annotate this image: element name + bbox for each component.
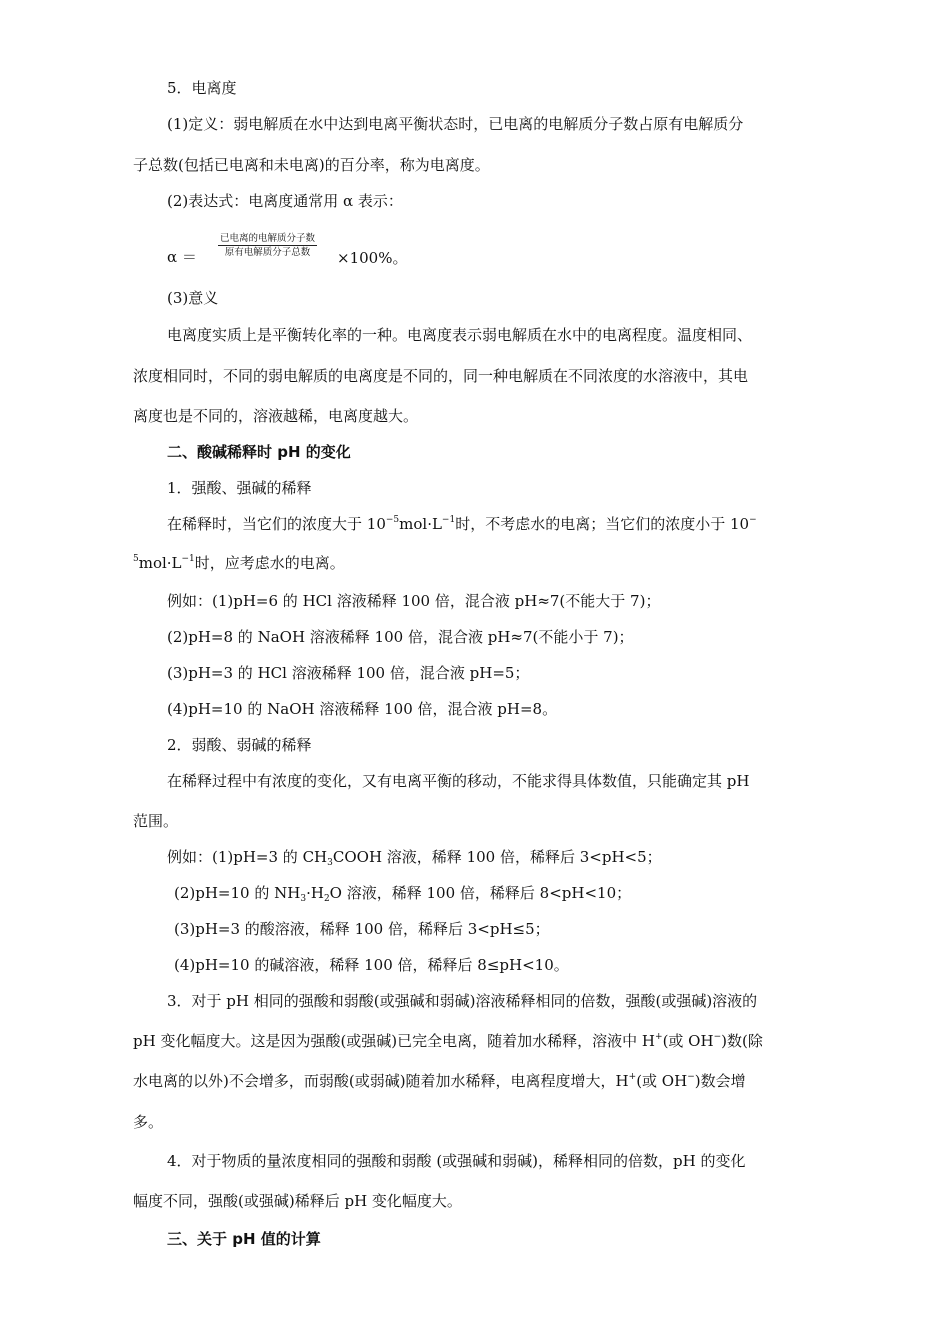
subsection-1-example-3: (3)pH=3 的 HCl 溶液稀释 100 倍，混合液 pH=5； xyxy=(167,664,530,682)
subsection-1-example-2: (2)pH=8 的 NaOH 溶液稀释 100 倍，混合液 pH≈7(不能小于 7)； xyxy=(167,628,634,646)
meaning-line-2: 浓度相同时，不同的弱电解质的电离度是不同的，同一种电解质在不同浓度的水溶液中，其电 xyxy=(133,367,749,385)
section-5-heading: 5．电离度 xyxy=(167,79,237,97)
subsection-1-example-4: (4)pH=10 的 NaOH 溶液稀释 100 倍，混合液 pH=8。 xyxy=(167,700,558,718)
formula-fraction xyxy=(218,232,317,259)
formula-lhs: α ＝ xyxy=(167,248,197,266)
subsection-2-example-2: (2)pH=10 的 $NH_3\cdot H_2O$ 溶液，稀释 100 倍，稀释后 8<pH<10； xyxy=(174,884,632,904)
meaning-label: (3)意义 xyxy=(167,289,219,307)
formula-denominator: 原有电解质分子总数 xyxy=(224,247,311,258)
definition-line-2: 子总数(包括已电离和未电离)的百分率，称为电离度。 xyxy=(133,156,490,174)
subsection-1-text-2: $^5mol\cdot L^{-1}$时，应考虑水的电离。 xyxy=(133,554,345,572)
subsection-2-example-1: 例如：(1)pH=3 的 $CH_3COOH$ 溶液，稀释 100 倍，稀释后 3<pH<5； xyxy=(167,848,662,868)
subsection-2-text-1: 在稀释过程中有浓度的变化，又有电离平衡的移动，不能求得具体数值，只能确定其 pH xyxy=(167,772,750,790)
point-3-line-1: 3．对于 pH 相同的强酸和弱酸(或强碱和弱碱)溶液稀释相同的倍数，强酸(或强碱)溶液的 xyxy=(167,992,758,1010)
formula-numerator: 已电离的电解质分子数 xyxy=(220,233,316,244)
formula-rhs: ×100%。 xyxy=(337,249,408,267)
subsection-2-example-4: (4)pH=10 的碱溶液，稀释 100 倍，稀释后 8≤pH<10。 xyxy=(174,956,569,974)
section-2-heading: 二、酸碱稀释时 pH 的变化 xyxy=(167,443,351,461)
point-3-line-2: pH 变化幅度大。这是因为强酸(或强碱)已完全电离，随着加水稀释，溶液中 H+(或 OH−)数(除 xyxy=(133,1032,763,1050)
subsection-2-example-3: (3)pH=3 的酸溶液，稀释 100 倍，稀释后 3<pH≤5； xyxy=(174,920,550,938)
definition-line-1: (1)定义：弱电解质在水中达到电离平衡状态时，已电离的电解质分子数占原有电解质分 xyxy=(167,115,744,133)
subsection-1-heading: 1．强酸、强碱的稀释 xyxy=(167,479,312,497)
subsection-2-heading: 2．弱酸、弱碱的稀释 xyxy=(167,736,312,754)
meaning-line-1: 电离度实质上是平衡转化率的一种。电离度表示弱电解质在水中的电离程度。温度相同、 xyxy=(167,326,753,344)
point-4-line-1: 4．对于物质的量浓度相同的强酸和弱酸 (或强碱和弱碱)，稀释相同的倍数，pH 的变化 xyxy=(167,1152,746,1170)
subsection-1-example-1: 例如：(1)pH=6 的 HCl 溶液稀释 100 倍，混合液 pH≈7(不能大于 7)； xyxy=(167,592,661,610)
point-4-line-2: 幅度不同，强酸(或强碱)稀释后 pH 变化幅度大。 xyxy=(133,1192,462,1210)
subsection-2-text-2: 范围。 xyxy=(133,812,179,830)
point-3-line-4: 多。 xyxy=(133,1113,164,1131)
subsection-1-text-1: 在稀释时，当它们的浓度大于 $10^{-5}mol\cdot L^{-1}$时，不考虑水的电离；当它们的浓度小于 10− xyxy=(167,515,757,533)
point-3-line-3: 水电离的以外)不会增多，而弱酸(或弱碱)随着加水稀释，电离程度增大，H+(或 OH−)数会增 xyxy=(133,1072,746,1090)
expression-label: (2)表达式：电离度通常用 α 表示： xyxy=(167,192,403,210)
section-3-heading: 三、关于 pH 值的计算 xyxy=(167,1230,321,1248)
meaning-line-3: 离度也是不同的，溶液越稀，电离度越大。 xyxy=(133,407,419,425)
